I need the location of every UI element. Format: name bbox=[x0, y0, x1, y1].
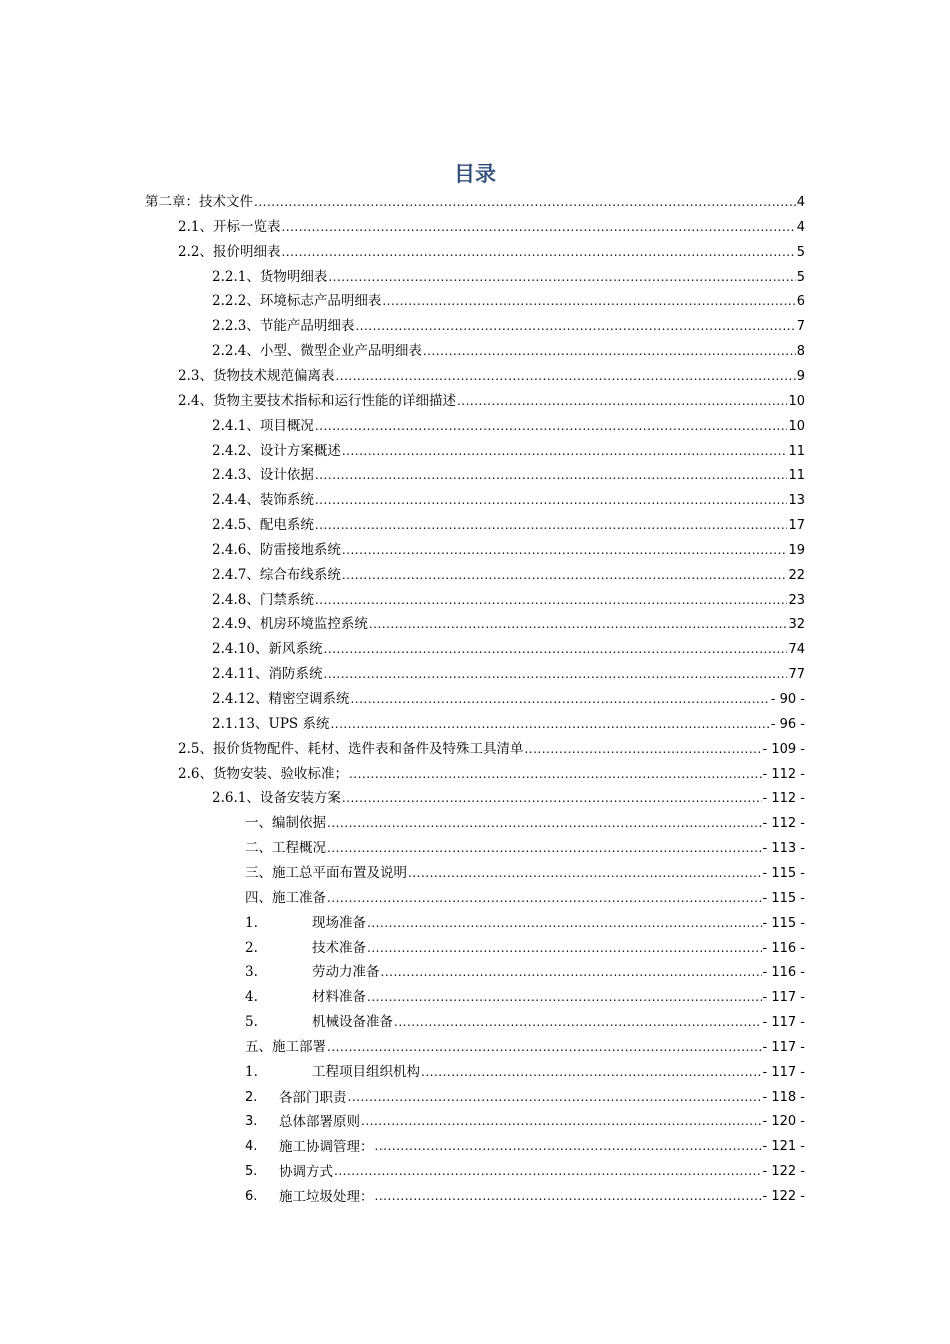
toc-entry-label bbox=[212, 414, 314, 438]
toc-entry-text: 2.2、报价明细表 bbox=[178, 243, 281, 260]
toc-entry-text: 总体部署原则 bbox=[279, 1114, 360, 1131]
toc-entry[interactable] bbox=[245, 886, 805, 910]
toc-entry-label bbox=[178, 737, 523, 761]
toc-entry-page: 23 bbox=[788, 592, 805, 608]
toc-entry-text: 2.4.4、装饰系统 bbox=[212, 492, 314, 509]
toc-entry-text: 协调方式 bbox=[279, 1164, 333, 1181]
toc-leader-dots bbox=[315, 463, 788, 487]
toc-entry-text: 机械设备准备 bbox=[312, 1014, 393, 1031]
toc-entry-label bbox=[212, 662, 322, 686]
toc-entry-text: 2.4.6、防雷接地系统 bbox=[212, 541, 341, 558]
toc-entry-text: 2.4、货物主要技术指标和运行性能的详细描述 bbox=[178, 392, 456, 409]
toc-entry[interactable] bbox=[212, 786, 805, 810]
toc-leader-dots bbox=[323, 637, 787, 661]
toc-leader-dots bbox=[367, 985, 762, 1009]
toc-leader-dots bbox=[342, 786, 762, 810]
toc-leader-dots bbox=[457, 389, 787, 413]
toc-leader-dots bbox=[254, 190, 796, 214]
toc-entry-label bbox=[212, 637, 322, 661]
toc-leader-dots bbox=[367, 936, 762, 960]
toc-entry-text: 2.4.5、配电系统 bbox=[212, 517, 314, 534]
toc-entry[interactable] bbox=[245, 861, 805, 885]
toc-leader-dots bbox=[524, 737, 761, 761]
toc-entry-page: 5 bbox=[796, 244, 805, 260]
toc-entry-text: 2.4.2、设计方案概述 bbox=[212, 442, 341, 459]
toc-entry-label bbox=[212, 314, 354, 338]
toc-entry-page: - 115 - bbox=[762, 915, 805, 931]
toc-leader-dots bbox=[327, 886, 762, 910]
toc-entry-label bbox=[245, 1086, 347, 1110]
toc-entry-label bbox=[245, 861, 407, 885]
toc-entry-page: 77 bbox=[788, 667, 805, 683]
toc-entry-page: - 113 - bbox=[762, 841, 805, 857]
toc-entry-text: 2.3、货物技术规范偏离表 bbox=[178, 367, 335, 384]
toc-leader-dots bbox=[330, 712, 769, 736]
toc-entry-page: 4 bbox=[796, 219, 805, 235]
toc-entry-label bbox=[245, 1110, 360, 1134]
toc-entry[interactable] bbox=[178, 737, 805, 761]
toc-leader-dots bbox=[342, 439, 788, 463]
toc-entry-number: 5. bbox=[245, 1014, 258, 1031]
toc-entry-text: 现场准备 bbox=[312, 914, 366, 931]
toc-entry-text: 2.1.13、UPS 系统 bbox=[212, 715, 330, 732]
toc-leader-dots bbox=[327, 811, 762, 835]
toc-entry[interactable] bbox=[245, 985, 805, 1009]
toc-leader-dots bbox=[375, 1134, 762, 1158]
toc-entry-page: 4 bbox=[796, 195, 805, 210]
toc-entry-label bbox=[245, 811, 326, 835]
toc-entry-text: 2.6、货物安装、验收标准； bbox=[178, 765, 348, 782]
toc-leader-dots bbox=[281, 240, 795, 264]
toc-entry-text: 2.4.1、项目概况 bbox=[212, 417, 314, 434]
toc-entry[interactable] bbox=[212, 314, 805, 338]
toc-leader-dots bbox=[327, 836, 762, 860]
toc-entry-page: 19 bbox=[788, 542, 805, 558]
toc-leader-dots bbox=[394, 1010, 762, 1034]
toc-entry-label bbox=[212, 712, 329, 736]
toc-entry[interactable] bbox=[178, 364, 805, 388]
toc-entry-text: 2.4.11、消防系统 bbox=[212, 666, 323, 683]
toc-entry-number: 3. bbox=[245, 1114, 258, 1130]
toc-leader-dots bbox=[381, 960, 762, 984]
toc-entry-label bbox=[245, 960, 380, 984]
toc-entry-text: 2.2.4、小型、微型企业产品明细表 bbox=[212, 343, 422, 360]
toc-leader-dots bbox=[361, 1109, 762, 1133]
toc-entry-page: 13 bbox=[788, 493, 805, 509]
toc-entry[interactable] bbox=[245, 936, 805, 960]
toc-entry-page: - 112 - bbox=[762, 816, 805, 832]
toc-entry-label bbox=[212, 687, 349, 711]
toc-leader-dots bbox=[342, 538, 788, 562]
toc-entry-text: 四、施工准备 bbox=[245, 889, 326, 906]
toc-entry-text: 2.5、报价货物配件、耗材、选件表和备件及特殊工具清单 bbox=[178, 740, 524, 757]
toc-title: 目录 bbox=[454, 162, 496, 186]
toc-leader-dots bbox=[315, 414, 788, 438]
toc-entry-label bbox=[245, 1185, 374, 1209]
toc-entry-page: 10 bbox=[788, 393, 805, 409]
toc-entry-label bbox=[245, 1135, 374, 1159]
toc-leader-dots bbox=[367, 911, 762, 935]
toc-entry-page: - 115 - bbox=[762, 865, 805, 881]
toc-entry-text: 技术准备 bbox=[312, 939, 366, 956]
toc-entry-label bbox=[178, 762, 348, 786]
toc-entry-text: 2.2.1、货物明细表 bbox=[212, 268, 328, 285]
toc-entry[interactable] bbox=[245, 811, 805, 835]
toc-entry-text: 2.2.3、节能产品明细表 bbox=[212, 318, 355, 335]
toc-entry-page: - 117 - bbox=[762, 1064, 805, 1080]
toc-entry-label bbox=[245, 1160, 333, 1184]
toc-entry-label bbox=[178, 389, 456, 413]
toc-entry[interactable] bbox=[212, 463, 805, 487]
toc-entry-text: 2.4.9、机房环境监控系统 bbox=[212, 616, 368, 633]
toc-entry[interactable] bbox=[245, 1184, 805, 1208]
toc-entry[interactable] bbox=[212, 513, 805, 537]
toc-entry-label bbox=[245, 985, 366, 1009]
toc-entry-number: 3. bbox=[245, 964, 258, 981]
toc-entry-page: - 117 - bbox=[762, 1039, 805, 1055]
toc-entry-page: - 117 - bbox=[762, 1015, 805, 1031]
toc-entry-label bbox=[178, 240, 280, 264]
toc-entry-page: - 115 - bbox=[762, 890, 805, 906]
toc-entry-label bbox=[212, 563, 341, 587]
toc-entry-page: 17 bbox=[788, 518, 805, 534]
toc-entry-text: 三、施工总平面布置及说明 bbox=[245, 864, 407, 881]
toc-leader-dots bbox=[342, 563, 788, 587]
toc-leader-dots bbox=[315, 513, 788, 537]
toc-entry[interactable] bbox=[245, 1109, 805, 1133]
toc-leader-dots bbox=[281, 215, 795, 239]
toc-entry[interactable] bbox=[245, 1134, 805, 1158]
toc-entry-label bbox=[245, 936, 366, 960]
toc-entry-page: 22 bbox=[788, 567, 805, 583]
toc-leader-dots bbox=[421, 1060, 762, 1084]
toc-entry-number: 1. bbox=[245, 1063, 258, 1080]
toc-leader-dots bbox=[355, 314, 795, 338]
toc-leader-dots bbox=[382, 289, 795, 313]
toc-entry-page: 10 bbox=[788, 418, 805, 434]
toc-entry-label bbox=[245, 1060, 420, 1084]
toc-entry-text: 二、工程概况 bbox=[245, 840, 326, 857]
toc-entry-page: - 96 - bbox=[770, 716, 805, 732]
toc-entry-text: 2.1、开标一览表 bbox=[178, 218, 281, 235]
toc-entry-number: 5. bbox=[245, 1164, 258, 1180]
toc-entry-label bbox=[212, 488, 314, 512]
toc-entry-text: 2.4.8、门禁系统 bbox=[212, 591, 314, 608]
toc-entry-label bbox=[212, 265, 327, 289]
toc-entry-text: 2.4.12、精密空调系统 bbox=[212, 691, 350, 707]
toc-entry-label bbox=[245, 886, 326, 910]
toc-leader-dots bbox=[349, 762, 762, 786]
toc-entry-text: 2.2.2、环境标志产品明细表 bbox=[212, 293, 382, 310]
toc-entry-number: 6. bbox=[245, 1189, 258, 1204]
toc-entry-page: 8 bbox=[796, 344, 805, 360]
toc-entry[interactable] bbox=[245, 1085, 805, 1109]
toc-entry[interactable] bbox=[212, 637, 805, 661]
toc-entry-page: 32 bbox=[788, 617, 805, 633]
toc-entry-label bbox=[212, 339, 422, 363]
toc-entry-text: 施工协调管理： bbox=[279, 1139, 374, 1156]
toc-entry[interactable] bbox=[212, 712, 805, 736]
toc-entry-text: 第二章：技术文件 bbox=[145, 194, 253, 210]
toc-entry[interactable] bbox=[212, 439, 805, 463]
toc-leader-dots bbox=[423, 339, 796, 363]
toc-entry-page: 6 bbox=[796, 294, 805, 310]
toc-entry-label bbox=[212, 463, 314, 487]
toc-leader-dots bbox=[348, 1085, 762, 1109]
toc-entry[interactable] bbox=[245, 960, 805, 984]
toc-leader-dots bbox=[334, 1159, 762, 1183]
toc-entry[interactable] bbox=[212, 265, 805, 289]
toc-entry[interactable] bbox=[245, 1159, 805, 1183]
toc-leader-dots bbox=[315, 488, 788, 512]
toc-entry[interactable] bbox=[178, 389, 805, 413]
toc-leader-dots bbox=[335, 364, 795, 388]
toc-entry-label bbox=[245, 836, 326, 860]
toc-entry[interactable] bbox=[212, 662, 805, 686]
toc-entry[interactable] bbox=[145, 190, 805, 214]
toc-entry-page: - 120 - bbox=[762, 1114, 805, 1130]
toc-entry-number: 1. bbox=[245, 914, 258, 931]
toc-entry-page: - 109 - bbox=[762, 741, 805, 757]
toc-entry-text: 五、施工部署 bbox=[245, 1038, 326, 1055]
toc-entry-number: 4. bbox=[245, 1139, 258, 1155]
toc-entry-label bbox=[212, 786, 341, 810]
toc-entry-text: 各部门职责 bbox=[279, 1089, 347, 1106]
toc-entry-label bbox=[245, 1010, 393, 1034]
toc-entry-page: - 112 - bbox=[762, 766, 805, 782]
toc-entry-page: - 90 - bbox=[770, 692, 805, 707]
toc-leader-dots bbox=[315, 588, 788, 612]
toc-entry-page: 74 bbox=[788, 642, 805, 658]
toc-entry-page: 11 bbox=[788, 468, 805, 484]
toc-entry[interactable] bbox=[245, 1035, 805, 1059]
toc-entry[interactable] bbox=[245, 911, 805, 935]
toc-entry[interactable] bbox=[212, 588, 805, 612]
toc-entry-label bbox=[178, 364, 334, 388]
toc-entry-page: - 116 - bbox=[762, 965, 805, 981]
toc-entry-label bbox=[245, 1035, 326, 1059]
toc-leader-dots bbox=[408, 861, 762, 885]
toc-entry-page: 7 bbox=[796, 319, 805, 335]
toc-entry-label bbox=[212, 612, 368, 636]
toc-entry-text: 施工垃圾处理： bbox=[279, 1189, 374, 1205]
toc-entry[interactable] bbox=[212, 538, 805, 562]
toc-entry-page: - 122 - bbox=[762, 1189, 805, 1204]
toc-entry[interactable] bbox=[212, 414, 805, 438]
toc-entry[interactable] bbox=[212, 488, 805, 512]
toc-entry-label bbox=[145, 190, 253, 214]
toc-entry-page: - 122 - bbox=[762, 1164, 805, 1180]
toc-entry-label bbox=[178, 215, 280, 239]
toc-leader-dots bbox=[369, 612, 788, 636]
toc-entry-label bbox=[245, 911, 366, 935]
toc-entry-page: - 112 - bbox=[762, 791, 805, 807]
toc-entry-label bbox=[212, 538, 341, 562]
toc-entry[interactable] bbox=[245, 836, 805, 860]
toc-leader-dots bbox=[375, 1184, 762, 1208]
toc-entry-text: 材料准备 bbox=[312, 989, 366, 1006]
toc-leader-dots bbox=[327, 1035, 762, 1059]
toc-entry-number: 2. bbox=[245, 939, 258, 956]
toc-entry[interactable] bbox=[178, 215, 805, 239]
toc-entry-label bbox=[212, 289, 381, 313]
toc-entry[interactable] bbox=[212, 563, 805, 587]
toc-entry-page: 11 bbox=[788, 443, 805, 459]
toc-entry-label bbox=[212, 439, 341, 463]
toc-entry[interactable] bbox=[178, 240, 805, 264]
toc-entry-number: 2. bbox=[245, 1089, 258, 1105]
toc-entry-label bbox=[212, 588, 314, 612]
toc-entry-text: 2.4.3、设计依据 bbox=[212, 467, 314, 484]
toc-entry[interactable] bbox=[245, 1060, 805, 1084]
toc-entry-text: 一、编制依据 bbox=[245, 815, 326, 832]
toc-entry-page: 5 bbox=[796, 269, 805, 285]
toc-entry-page: - 121 - bbox=[762, 1139, 805, 1155]
toc-entry-text: 2.4.10、新风系统 bbox=[212, 641, 323, 658]
toc-entry[interactable] bbox=[212, 289, 805, 313]
toc-entry-text: 工程项目组织机构 bbox=[312, 1063, 420, 1080]
toc-entry[interactable] bbox=[245, 1010, 805, 1034]
toc-entry-text: 2.4.7、综合布线系统 bbox=[212, 566, 341, 583]
toc-entry-page: - 117 - bbox=[762, 990, 805, 1006]
toc-entry[interactable] bbox=[178, 762, 805, 786]
toc-leader-dots bbox=[350, 687, 769, 711]
toc-leader-dots bbox=[323, 662, 787, 686]
toc-leader-dots bbox=[328, 265, 795, 289]
toc-entry[interactable] bbox=[212, 339, 805, 363]
toc-entry-text: 2.6.1、设备安装方案 bbox=[212, 790, 341, 807]
toc-entry-page: 9 bbox=[796, 368, 805, 384]
toc-entry-page: - 118 - bbox=[762, 1089, 805, 1105]
toc-entry[interactable] bbox=[212, 687, 805, 711]
toc-entry[interactable] bbox=[212, 612, 805, 636]
toc-entry-label bbox=[212, 513, 314, 537]
toc-entry-number: 4. bbox=[245, 989, 258, 1006]
toc-entry-page: - 116 - bbox=[762, 940, 805, 956]
toc-entry-text: 劳动力准备 bbox=[312, 964, 380, 981]
